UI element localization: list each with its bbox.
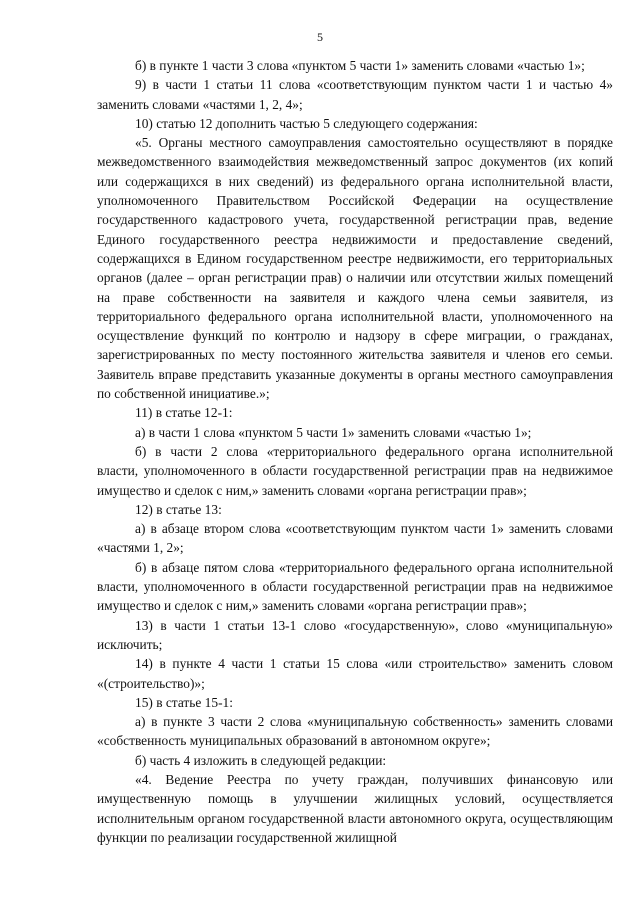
paragraph: 12) в статье 13: [135,501,222,517]
paragraph: б) в пункте 1 части 3 слова «пунктом 5 части 1» заменить словами «частью 1»; [135,58,585,73]
paragraph: а) в части 1 слова «пунктом 5 части 1» заменить словами «частью 1»; [135,424,532,440]
paragraph: б) в части 2 слова «территориального федерального органа исполнительной власти, уполномоченного в области государственной регистрации прав на недвижимое имущество и сделок с ним,» заменить словами «органа регистрации прав»; [97,443,613,498]
paragraph: а) в абзаце втором слова «соответствующим пунктом части 1» заменить словами «частями 1, 2»; [97,521,613,556]
paragraph: 9) в части 1 статьи 11 слова «соответствующим пунктом части 1 и частью 4» заменить словами «частями 1, 2, 4»; [97,77,613,112]
paragraph: 13) в части 1 статьи 13-1 слово «государственную», слово «муниципальную» исключить; [97,617,613,652]
paragraph: 10) статью 12 дополнить частью 5 следующего содержания: [135,115,478,131]
paragraph: 15) в статье 15-1: [135,694,233,710]
paragraph: 14) в пункте 4 части 1 статьи 15 слова «или строительство» заменить словом «(строительство)»; [97,656,613,691]
paragraph: б) часть 4 изложить в следующей редакции: [135,752,387,768]
paragraph: «5. Органы местного самоуправления самостоятельно осуществляют в порядке межведомственного взаимодействия межведомственный запрос документов (их копий или содержащихся в них сведений) из федерального органа исполнительной власти, уполномоченного Правительством Российской Федерации на осуществление государственного кадастрового учета, государственной регистрации прав, ведение Единого государственного реестра недвижимости и предоставление сведений, содержащихся в Едином государственном реестре недвижимости, его территориальных органов (далее – орган регистрации прав) о наличии или отсутствии жилых помещений на праве собственности на заявителя и каждого члена семьи заявителя, из территориального федерального органа исполнительной власти, уполномоченного на осуществление функций по контролю и надзору в сфере миграции, о гражданах, зарегистрированных по месту постоянного жительства заявителя и членов его семьи. Заявитель вправе представить указанные документы в органы местного самоуправления по собственной инициативе.»; [97,135,613,402]
paragraph: а) в пункте 3 части 2 слова «муниципальную собственность» заменить словами «собственность муниципальных образований в автономном округе»; [97,714,613,749]
paragraph: 11) в статье 12-1: [135,405,233,421]
page-number: 5 [317,30,323,44]
paragraph: б) в абзаце пятом слова «территориального федерального органа исполнительной власти, уполномоченного в области государственной регистрации прав на недвижимое имущество и сделок с ним,» заменить словами «органа регистрации прав»; [97,559,613,614]
paragraph: «4. Ведение Реестра по учету граждан, получивших финансовую или имущественную помощь в улучшении жилищных условий, осуществляется исполнительным органом государственной власти автономного округа, осуществляющим функции по реализации государственной жилищной [97,771,613,845]
document-body [97,56,613,847]
